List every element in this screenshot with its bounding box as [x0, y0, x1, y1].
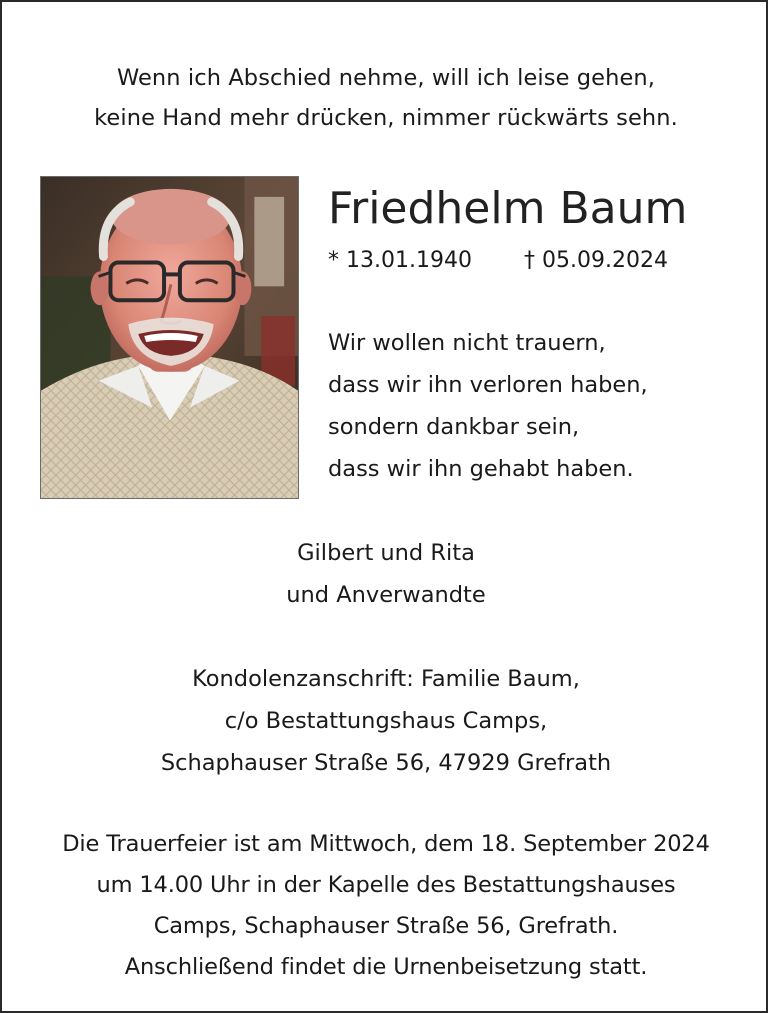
- service-line: um 14.00 Uhr in der Kapelle des Bestattungshauses: [96, 872, 676, 898]
- service-line: Camps, Schaphauser Straße 56, Grefrath.: [153, 913, 619, 939]
- service-line: Die Trauerfeier ist am Mittwoch, dem 18. September 2024: [62, 831, 710, 857]
- mourners-line: und Anverwandte: [286, 582, 486, 608]
- farewell-motto: [2, 58, 768, 138]
- motto-line: keine Hand mehr drücken, nimmer rückwärts sehn.: [94, 105, 678, 131]
- poem-line: sondern dankbar sein,: [328, 414, 580, 440]
- birth-date: * 13.01.1940: [328, 248, 472, 273]
- portrait-photo: [40, 176, 299, 499]
- mourners-line: Gilbert und Rita: [297, 540, 475, 566]
- death-date: † 05.09.2024: [524, 248, 668, 273]
- condolence-address: [2, 658, 768, 784]
- address-line: Kondolenzanschrift: Familie Baum,: [192, 666, 580, 692]
- address-line: Schaphauser Straße 56, 47929 Grefrath: [160, 750, 612, 776]
- poem-line: dass wir ihn verloren haben,: [328, 372, 648, 398]
- deceased-name: Friedhelm Baum: [328, 183, 688, 234]
- poem-line: dass wir ihn gehabt haben.: [328, 456, 634, 482]
- motto-line: Wenn ich Abschied nehme, will ich leise gehen,: [116, 65, 656, 91]
- poem-line: Wir wollen nicht trauern,: [328, 330, 606, 356]
- mourners: [2, 532, 768, 616]
- life-dates: [328, 244, 668, 278]
- service-line: Anschließend findet die Urnenbeisetzung statt.: [124, 954, 648, 980]
- funeral-service-info: [2, 824, 768, 988]
- memorial-poem: [328, 322, 648, 490]
- address-line: c/o Bestattungshaus Camps,: [224, 708, 548, 734]
